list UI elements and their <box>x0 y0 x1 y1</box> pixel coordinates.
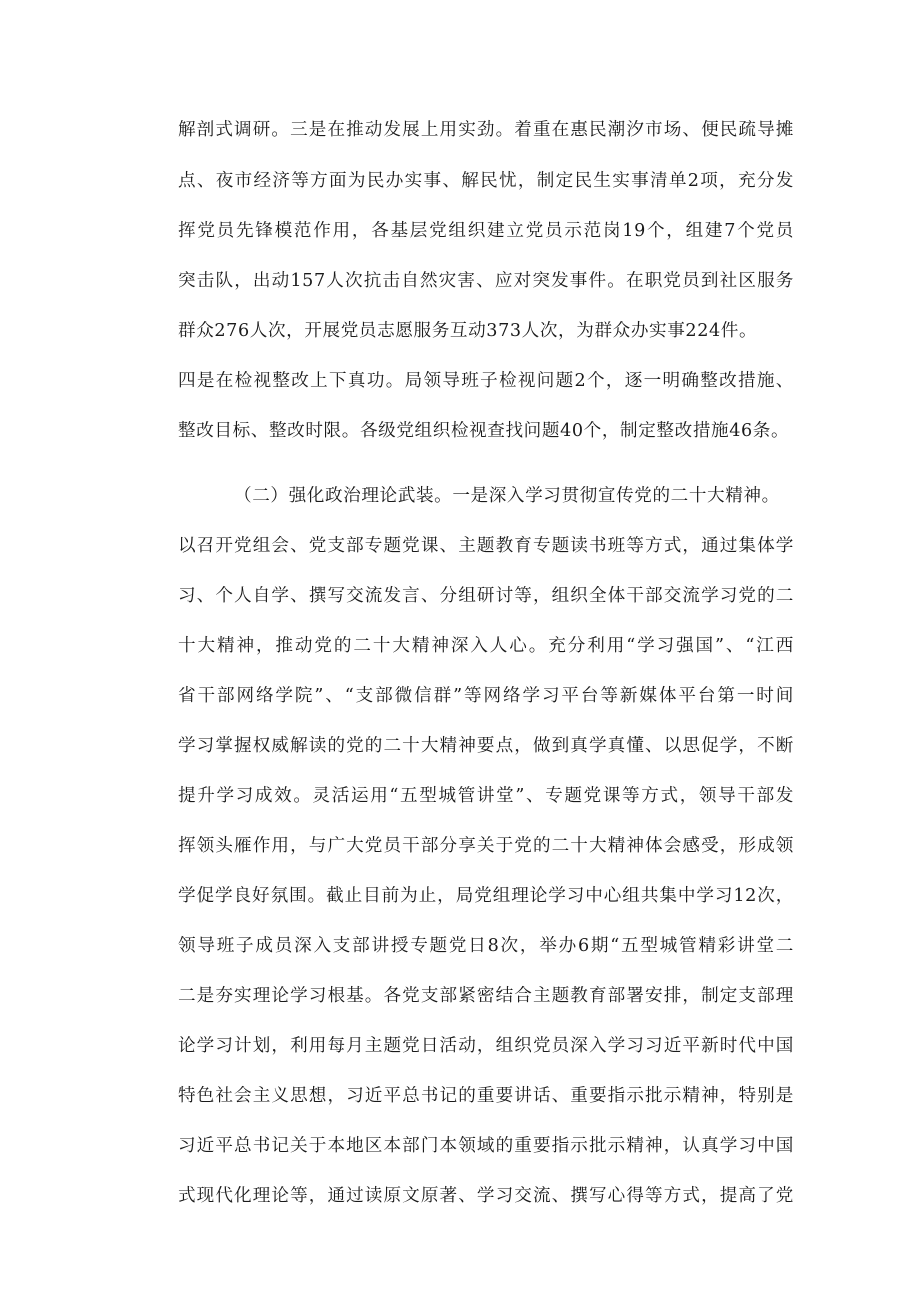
paragraph-1-line-1: 解剖式调研。三是在推动发展上用实劲。着重在惠民潮汐市场、便民疏导摊 <box>178 120 794 140</box>
paragraph-1-line-6: 四是在检视整改上下真功。局领导班子检视问题2个，逐一明确整改措施、 <box>178 371 794 391</box>
paragraph-2-line-10: 领导班子成员深入支部讲授专题党日8次，举办6期“五型城管精彩讲堂二 <box>178 936 794 956</box>
paragraph-2-line-1: （二）强化政治理论武装。一是深入学习贯彻宣传党的二十大精神。 <box>234 486 780 506</box>
paragraph-2-line-9: 学促学良好氛围。截止目前为止，局党组理论学习中心组共集中学习12次， <box>178 886 794 906</box>
paragraph-2-line-8: 挥领头雁作用，与广大党员干部分享关于党的二十大精神体会感受，形成领 <box>178 836 794 856</box>
paragraph-2-line-4: 十大精神，推动党的二十大精神深入人心。充分利用“学习强国”、“江西 <box>178 636 794 656</box>
paragraph-1-line-2: 点、夜市经济等方面为民办实事、解民忧，制定民生实事清单2项，充分发 <box>178 171 794 191</box>
paragraph-1-line-7: 整改目标、整改时限。各级党组织检视查找问题40个，制定整改措施46条。 <box>178 421 790 441</box>
paragraph-2-line-2: 以召开党组会、党支部专题党课、主题教育专题读书班等方式，通过集体学 <box>178 536 794 556</box>
paragraph-2-line-3: 习、个人自学、撰写交流发言、分组研讨等，组织全体干部交流学习党的二 <box>178 586 794 606</box>
paragraph-2-line-5: 省干部网络学院”、“支部微信群”等网络学习平台等新媒体平台第一时间 <box>178 686 794 706</box>
paragraph-2-line-7: 提升学习成效。灵活运用“五型城管讲堂”、专题党课等方式，领导干部发 <box>178 786 794 806</box>
paragraph-2-line-13: 特色社会主义思想，习近平总书记的重要讲话、重要指示批示精神，特别是 <box>178 1086 794 1106</box>
paragraph-1-line-3: 挥党员先锋模范作用，各基层党组织建立党员示范岗19个，组建7个党员 <box>178 221 794 241</box>
paragraph-2-line-15: 式现代化理论等，通过读原文原著、学习交流、撰写心得等方式，提高了党 <box>178 1186 794 1206</box>
paragraph-2-line-12: 论学习计划，利用每月主题党日活动，组织党员深入学习习近平新时代中国 <box>178 1036 794 1056</box>
paragraph-2-line-6: 学习掌握权威解读的党的二十大精神要点，做到真学真懂、以思促学，不断 <box>178 736 794 756</box>
paragraph-1-line-5: 群众276人次，开展党员志愿服务互动373人次，为群众办实事224件。 <box>178 321 758 341</box>
paragraph-1-line-4: 突击队，出动157人次抗击自然灾害、应对突发事件。在职党员到社区服务 <box>178 271 794 291</box>
paragraph-2-line-11: 二是夯实理论学习根基。各党支部紧密结合主题教育部署安排，制定支部理 <box>178 986 794 1006</box>
paragraph-2-line-14: 习近平总书记关于本地区本部门本领域的重要指示批示精神，认真学习中国 <box>178 1136 794 1156</box>
